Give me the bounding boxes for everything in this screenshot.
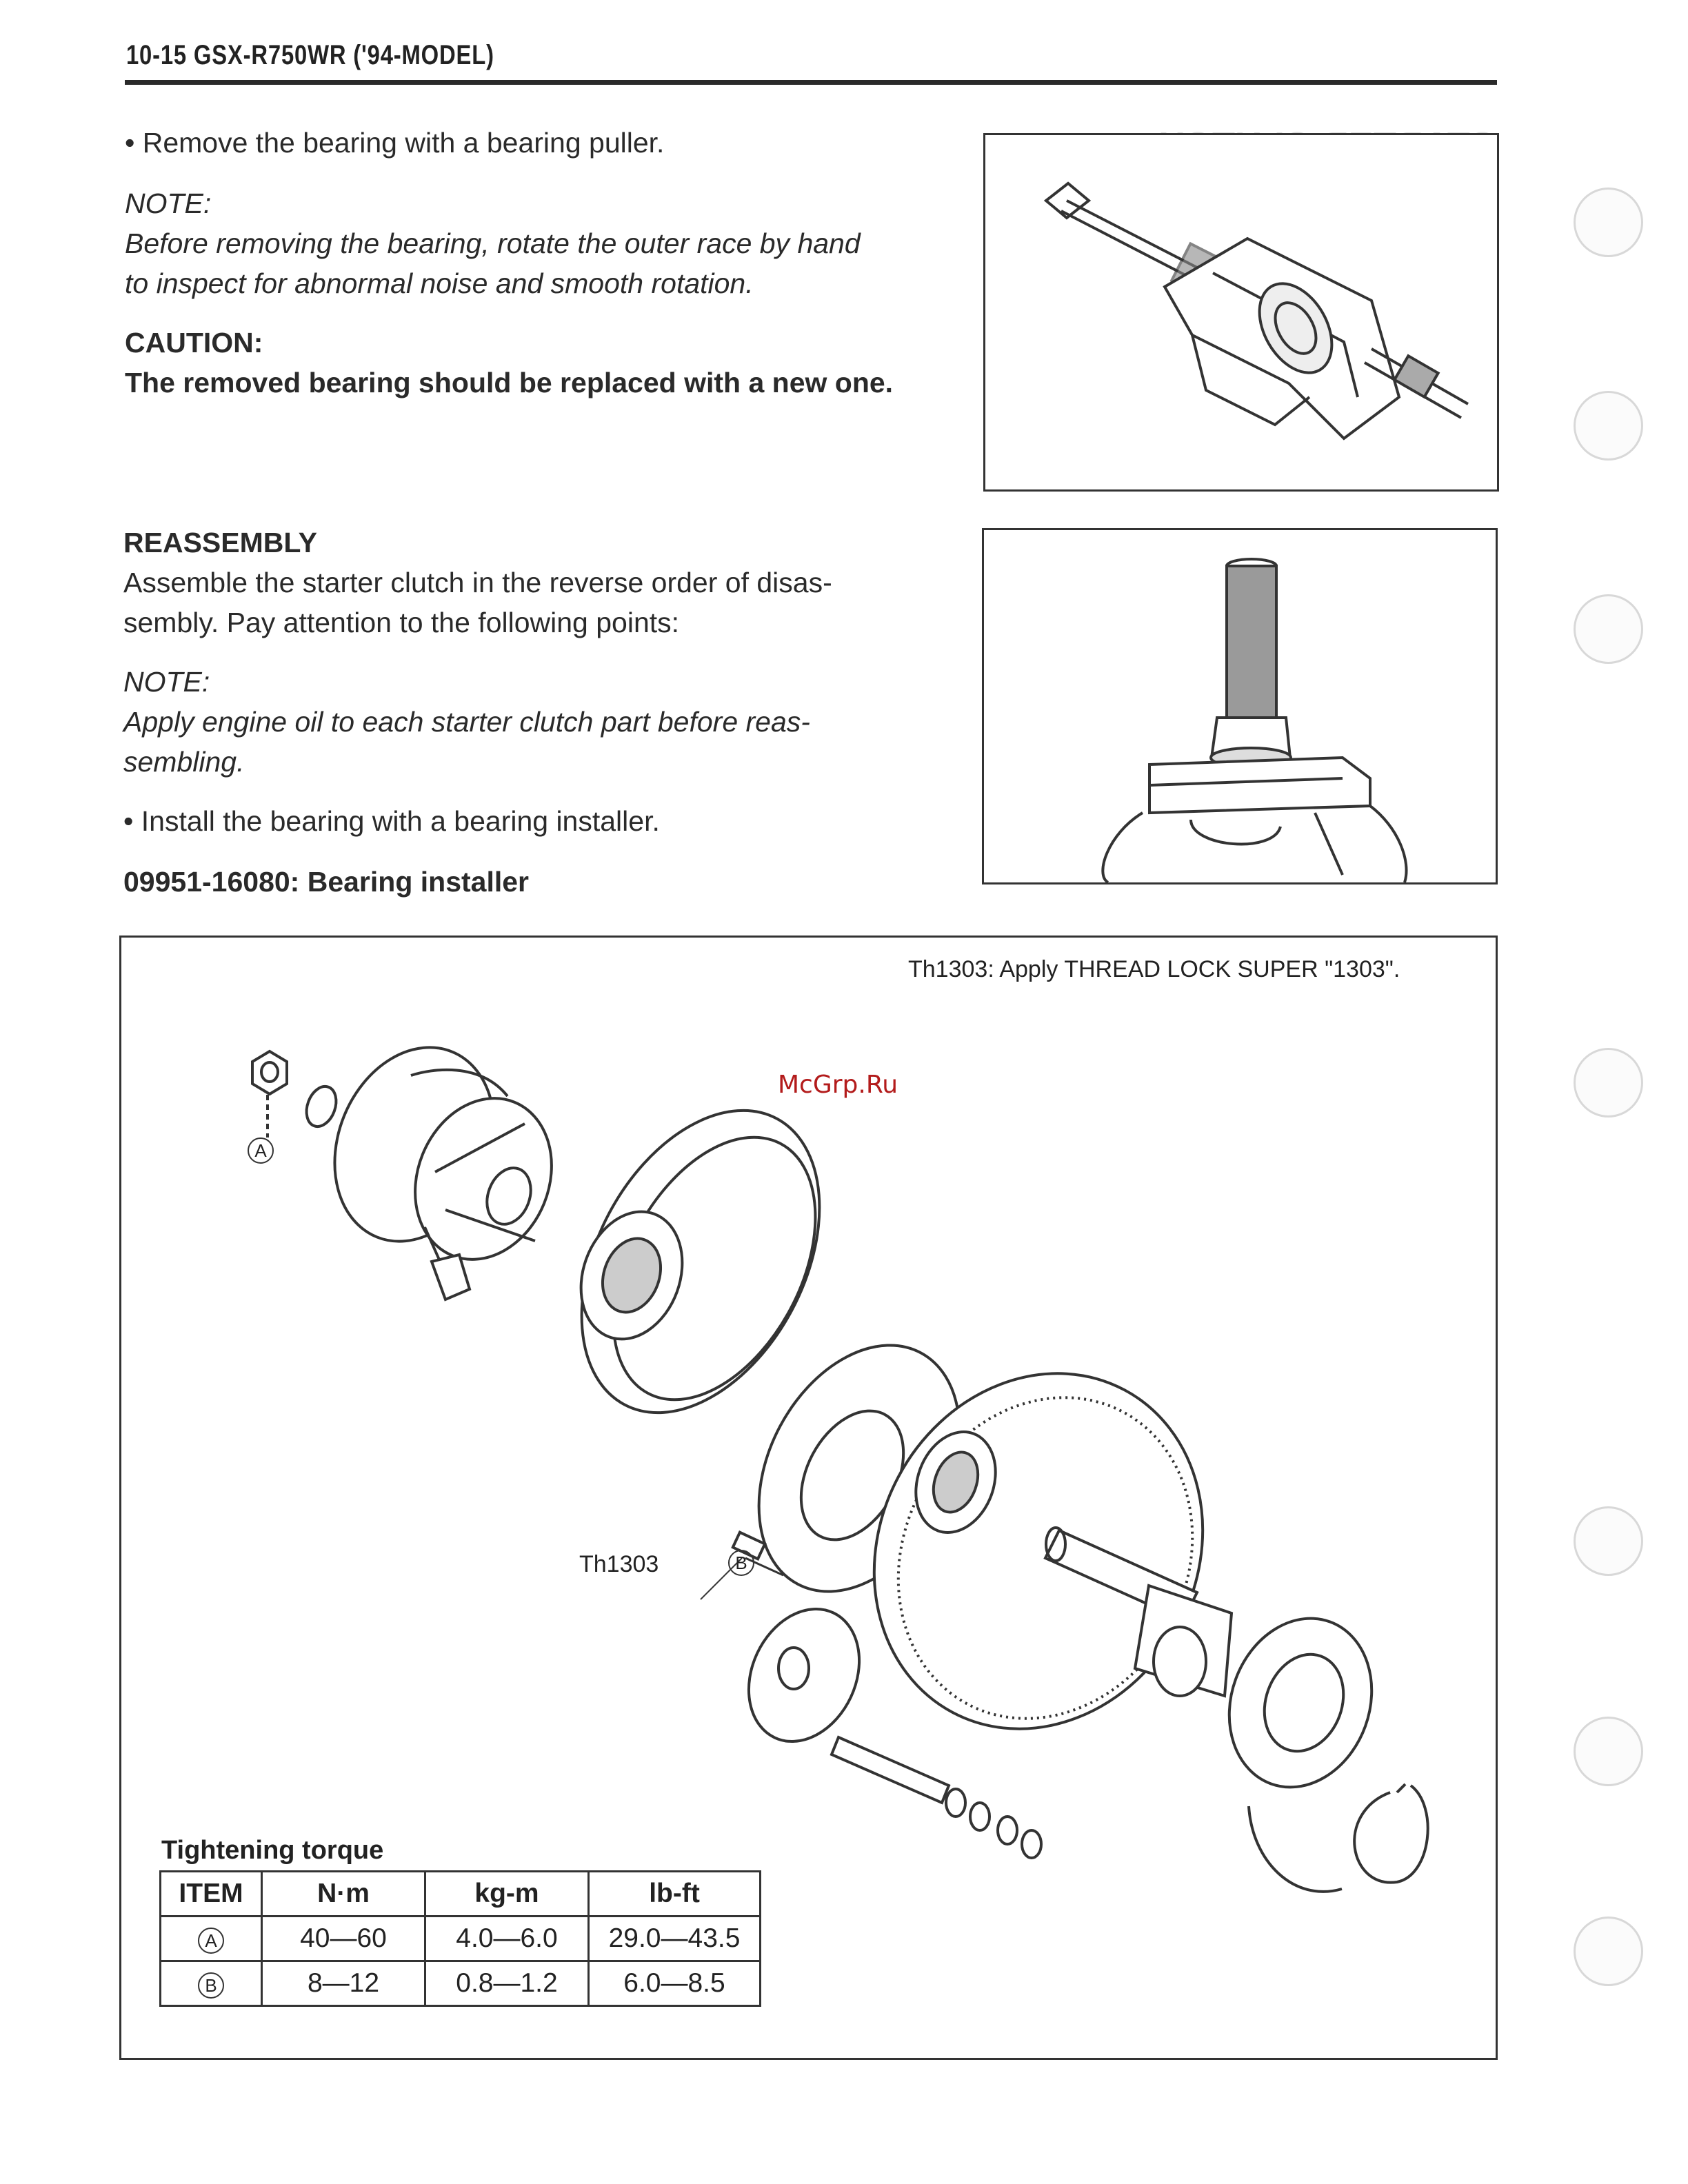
item-b: B — [198, 1972, 224, 1999]
bearing-installer-figure — [982, 528, 1498, 884]
page-header: 10-15 GSX-R750WR ('94-MODEL) — [126, 40, 494, 70]
thread-lock-note: Th1303: Apply THREAD LOCK SUPER "1303". — [908, 956, 1400, 982]
caution-text: The removed bearing should be replaced with a new one. — [125, 367, 894, 398]
punch-hole — [1574, 188, 1643, 257]
cell-item — [161, 1917, 262, 1961]
punch-hole — [1574, 1506, 1643, 1576]
cell-lbft: 6.0—8.5 — [589, 1961, 761, 2006]
cell-nm: 8—12 — [262, 1961, 425, 2006]
install-bearing-bullet: • Install the bearing with a bearing installer. — [123, 805, 660, 837]
label-b-marker — [728, 1550, 754, 1576]
punch-hole — [1574, 1917, 1643, 1986]
note-label-1: NOTE: — [125, 188, 212, 219]
col-nm: N·m — [262, 1872, 425, 1917]
label-b: B — [728, 1550, 754, 1576]
watermark: McGrp.Ru — [778, 1071, 898, 1099]
label-a-marker — [248, 1138, 274, 1164]
bearing-puller-illustration — [985, 135, 1497, 489]
cell-nm: 40—60 — [262, 1917, 425, 1961]
col-lbft: lb-ft — [589, 1872, 761, 1917]
exploded-diagram-box — [119, 936, 1498, 2060]
cell-item — [161, 1961, 262, 2006]
torque-header-row — [161, 1872, 761, 1917]
reassembly-line1: Assemble the starter clutch in the reverse order of disas- — [123, 567, 832, 598]
col-item: ITEM — [161, 1872, 262, 1917]
header-rule — [125, 80, 1497, 85]
th1303-label: Th1303 — [579, 1551, 659, 1577]
nut-part — [252, 1051, 287, 1094]
note-text-1b: to inspect for abnormal noise and smooth rotation. — [125, 267, 754, 299]
note-text-2a: Apply engine oil to each starter clutch part before reas- — [123, 706, 810, 738]
item-a: A — [198, 1928, 224, 1954]
cell-lbft: 29.0—43.5 — [589, 1917, 761, 1961]
torque-table — [159, 1870, 761, 2007]
reassembly-line2: sembly. Pay attention to the following points: — [123, 607, 680, 638]
cell-kgm: 4.0—6.0 — [425, 1917, 589, 1961]
note-text-2b: sembling. — [123, 746, 245, 778]
note-label-2: NOTE: — [123, 666, 210, 698]
remove-bearing-bullet: • Remove the bearing with a bearing puller. — [125, 127, 665, 159]
reassembly-heading: REASSEMBLY — [123, 527, 317, 558]
col-kgm: kg-m — [425, 1872, 589, 1917]
table-row — [161, 1917, 761, 1961]
bearing-puller-figure — [983, 133, 1499, 492]
punch-hole — [1574, 1717, 1643, 1786]
torque-table-wrap — [159, 1870, 761, 2007]
torque-title: Tightening torque — [161, 1836, 384, 1865]
punch-hole — [1574, 594, 1643, 664]
label-a: A — [248, 1138, 274, 1164]
bearing-installer-illustration — [984, 530, 1496, 882]
caution-label: CAUTION: — [125, 327, 263, 358]
cell-kgm: 0.8—1.2 — [425, 1961, 589, 2006]
punch-hole — [1574, 391, 1643, 461]
table-row — [161, 1961, 761, 2006]
note-text-1a: Before removing the bearing, rotate the outer race by hand — [125, 228, 861, 259]
tool-number: 09951-16080: Bearing installer — [123, 866, 529, 898]
punch-hole — [1574, 1048, 1643, 1118]
